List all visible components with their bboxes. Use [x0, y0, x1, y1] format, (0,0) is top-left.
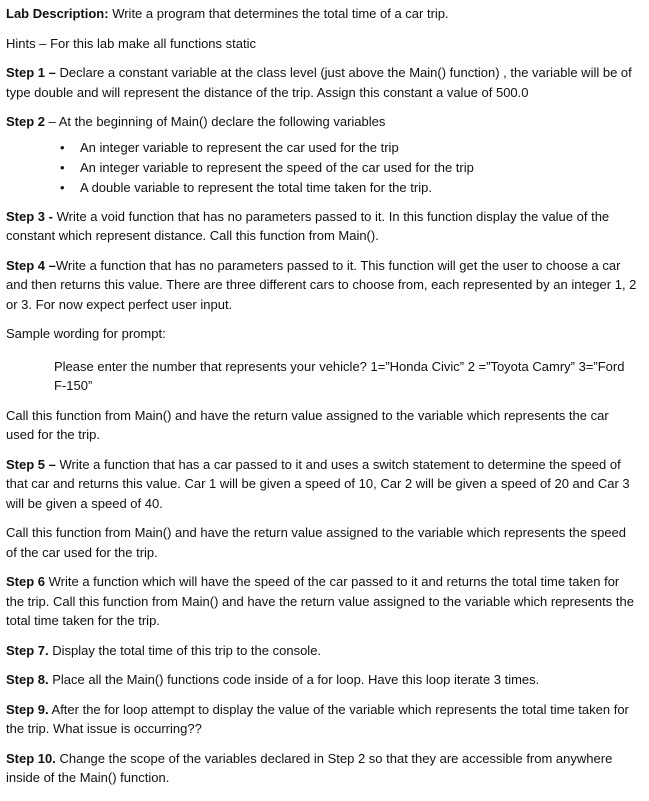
list-item-text: An integer variable to represent the car used for the trip — [80, 139, 399, 155]
step-3 — [6, 207, 639, 246]
step-4-label: Step 4 – — [6, 257, 56, 273]
step-5-label: Step 5 – — [6, 456, 56, 472]
step-2-bullet-list — [6, 138, 639, 198]
step-4-call-instruction: Call this function from Main() and have the return value assigned to the variable which represents the car used for the trip. — [6, 407, 609, 442]
list-item — [60, 178, 639, 198]
lab-description — [6, 4, 639, 24]
hints: Hints – For this lab make all functions static — [6, 35, 256, 51]
step-8-label: Step 8. — [6, 672, 49, 687]
list-item — [60, 138, 639, 158]
step-1-label: Step 1 – — [6, 65, 56, 80]
step-6 — [6, 572, 639, 631]
step-10-label: Step 10. — [6, 750, 56, 766]
list-item-text: A double variable to represent the total time taken for the trip. — [80, 179, 432, 195]
step-3-text: Write a void function that has no parameters passed to it. In this function display the value of the constant which represent distance. Call this function from Main(). — [6, 208, 610, 243]
step-2-text: – At the beginning of Main() declare the following variables — [45, 114, 386, 129]
bullet-icon: • — [60, 139, 65, 155]
step-8 — [6, 670, 639, 690]
sample-prompt-text: Please enter the number that represents your vehicle? 1=”Honda Civic” 2 =”Toyota Camry” 3=”Ford F-150” — [54, 358, 625, 393]
step-10-text: Change the scope of the variables declared in Step 2 so that they are accessible from anywhere inside of the Main() function. — [6, 750, 613, 785]
step-1-text: Declare a constant variable at the class level (just above the Main() function) , the variable will be of type double and will represent the distance of the trip. Assign this constant a value of 500.0 — [6, 65, 632, 100]
step-4 — [6, 256, 639, 315]
list-item-text: An integer variable to represent the speed of the car used for the trip — [80, 159, 474, 175]
step-7-text: Display the total time of this trip to the console. — [48, 642, 322, 658]
step-5-text: Write a function that has a car passed to it and uses a switch statement to determine the speed of that car and returns this value. Car 1 will be given a speed of 10, Car 2 will be given a speed of 20 and Car 3 will be given a speed of 40. — [6, 456, 630, 511]
step-7-label: Step 7. — [6, 642, 49, 658]
lab-description-label: Lab Description: — [6, 6, 109, 21]
step-9-label: Step 9. — [6, 701, 49, 717]
step-4-text: Write a function that has no parameters passed to it. This function will get the user to choose a car and then returns this value. There are three different cars to choose from, each represented by an integer 1, 2 or 3. For now expect perfect user input. — [6, 257, 637, 312]
step-2-label: Step 2 — [6, 114, 46, 129]
step-10 — [6, 749, 639, 788]
step-3-label: Step 3 - — [6, 208, 53, 224]
step-6-text: Write a function which will have the speed of the car passed to it and returns the total time taken for the trip. Call this function from Main() and have the return value assigned to the variable which represents the total time taken for the trip. — [6, 574, 634, 628]
step-2 — [6, 112, 639, 132]
lab-description-text: Write a program that determines the total time of a car trip. — [108, 6, 449, 21]
step-8-text: Place all the Main() functions code inside of a for loop. Have this loop iterate 3 times. — [48, 672, 540, 687]
step-1 — [6, 63, 639, 102]
step-5-call-instruction: Call this function from Main() and have the return value assigned to the variable which represents the speed of the car used for the trip. — [6, 525, 627, 560]
step-9 — [6, 700, 639, 739]
step-6-label: Step 6 — [6, 574, 46, 589]
step-7 — [6, 641, 639, 661]
list-item — [60, 158, 639, 178]
sample-prompt-heading: Sample wording for prompt: — [6, 326, 166, 341]
bullet-icon: • — [60, 179, 65, 195]
step-9-text: After the for loop attempt to display the value of the variable which represents the total time taken for the trip. What issue is occurring?? — [6, 701, 629, 736]
step-5 — [6, 455, 639, 514]
bullet-icon: • — [60, 159, 65, 175]
